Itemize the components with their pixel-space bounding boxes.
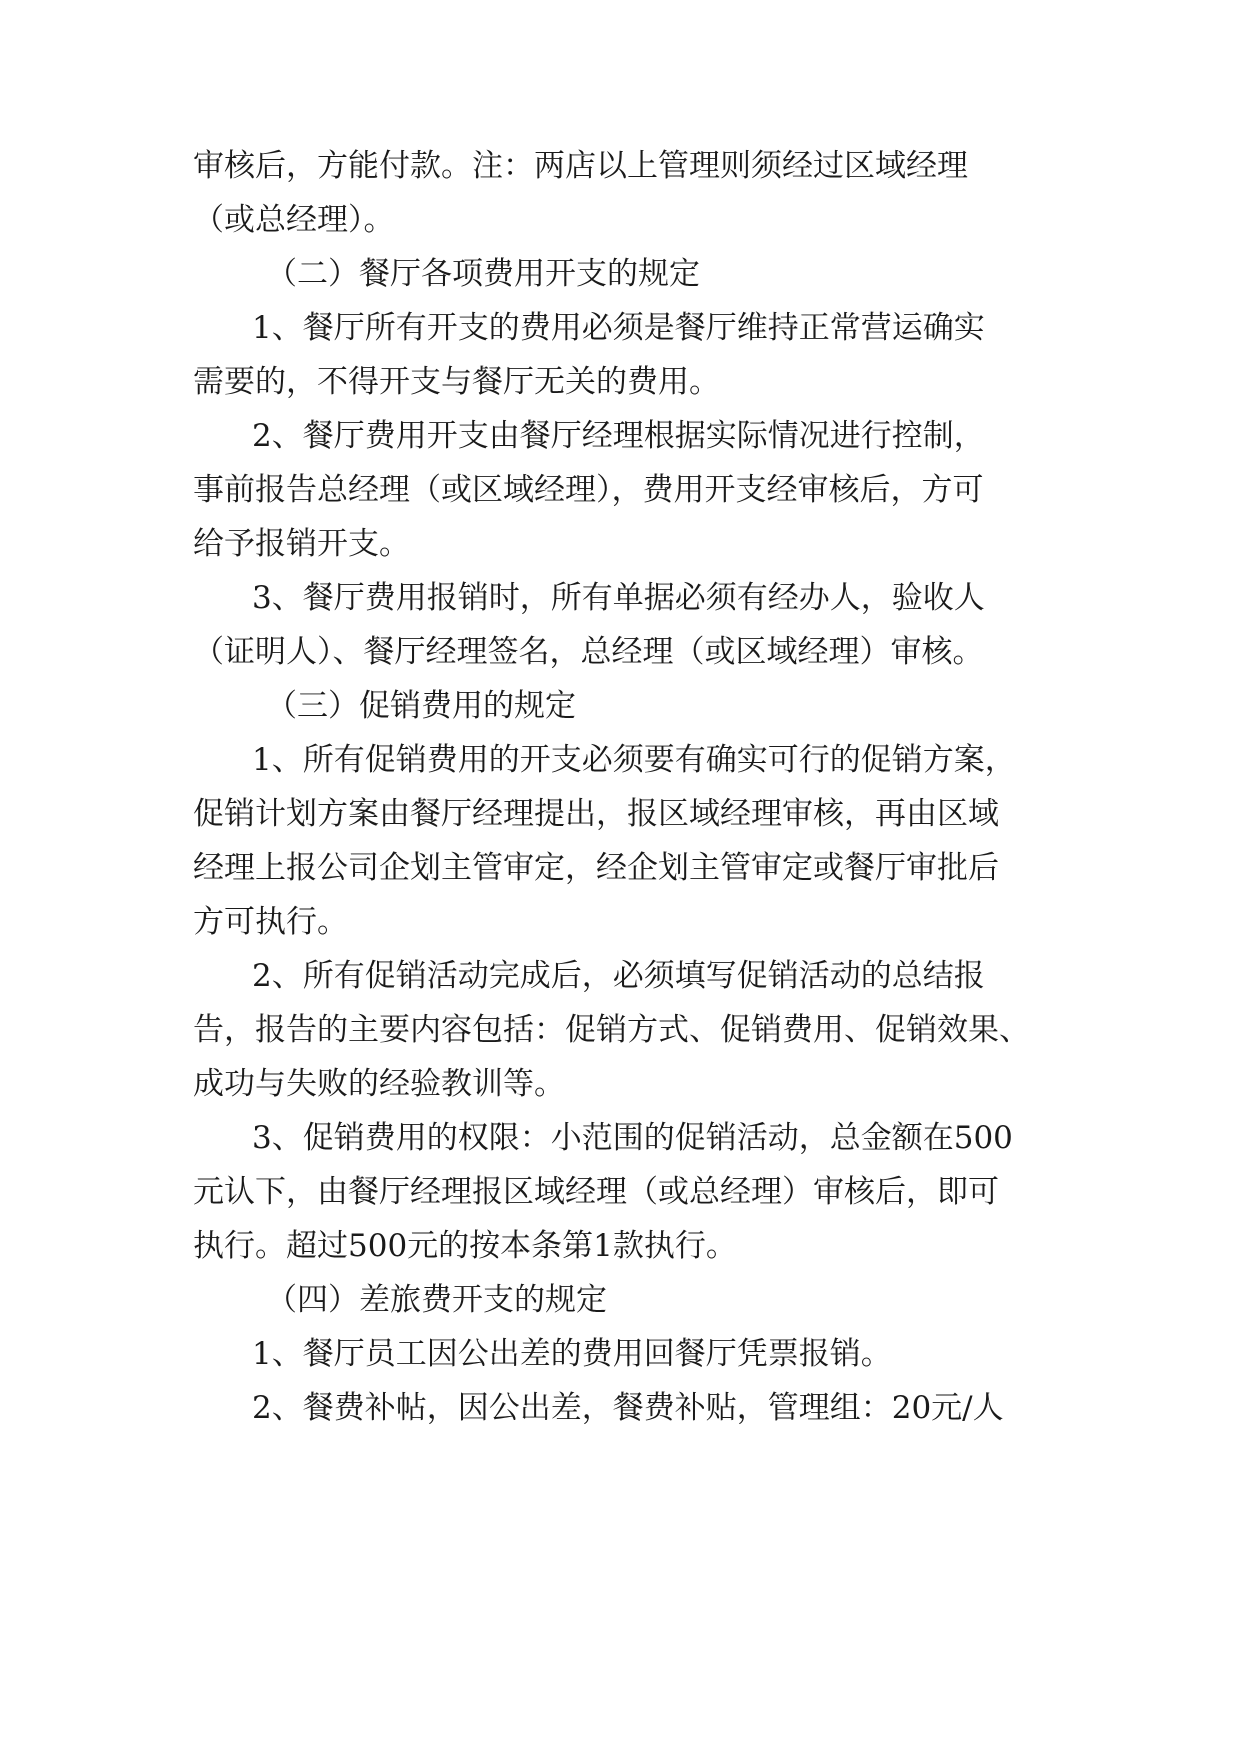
text-line: 审核后，方能付款。注：两店以上管理则须经过区域经理 (193, 148, 968, 184)
section-heading: （二）餐厅各项费用开支的规定 (266, 256, 700, 292)
text-line: 促销计划方案由餐厅经理提出，报区域经理审核，再由区域 (193, 796, 999, 832)
section-heading: （四）差旅费开支的规定 (266, 1282, 607, 1318)
text-line: 经理上报公司企划主管审定，经企划主管审定或餐厅审批后 (193, 850, 999, 886)
text-line: 告，报告的主要内容包括：促销方式、促销费用、促销效果、 (193, 1012, 1030, 1048)
text-line: 事前报告总经理（或区域经理），费用开支经审核后，方可 (193, 472, 984, 508)
text-line: 需要的，不得开支与餐厅无关的费用。 (193, 364, 720, 400)
text-line: 2、所有促销活动完成后，必须填写促销活动的总结报 (252, 958, 985, 994)
text-line: 1、所有促销费用的开支必须要有确实可行的促销方案， (252, 742, 1016, 778)
section-heading: （三）促销费用的规定 (266, 688, 576, 724)
text-line: 给予报销开支。 (193, 526, 410, 562)
text-line: 方可执行。 (193, 904, 348, 940)
text-line: 1、餐厅员工因公出差的费用回餐厅凭票报销。 (252, 1336, 892, 1372)
text-line: （或总经理）。 (193, 202, 395, 238)
text-line: 执行。超过500元的按本条第1款执行。 (193, 1228, 737, 1264)
text-line: 成功与失败的经验教训等。 (193, 1066, 565, 1102)
text-line: 元认下，由餐厅经理报区域经理（或总经理）审核后，即可 (193, 1174, 999, 1210)
text-line: 1、餐厅所有开支的费用必须是餐厅维持正常营运确实 (252, 310, 985, 346)
text-line: 2、餐费补帖，因公出差，餐费补贴，管理组：20元/人 (252, 1390, 1004, 1426)
text-line: （证明人）、餐厅经理签名，总经理（或区域经理）审核。 (193, 634, 984, 670)
text-line: 3、促销费用的权限：小范围的促销活动，总金额在500 (252, 1120, 1013, 1156)
text-line: 3、餐厅费用报销时，所有单据必须有经办人，验收人 (252, 580, 985, 616)
text-line: 2、餐厅费用开支由餐厅经理根据实际情况进行控制， (252, 418, 985, 454)
